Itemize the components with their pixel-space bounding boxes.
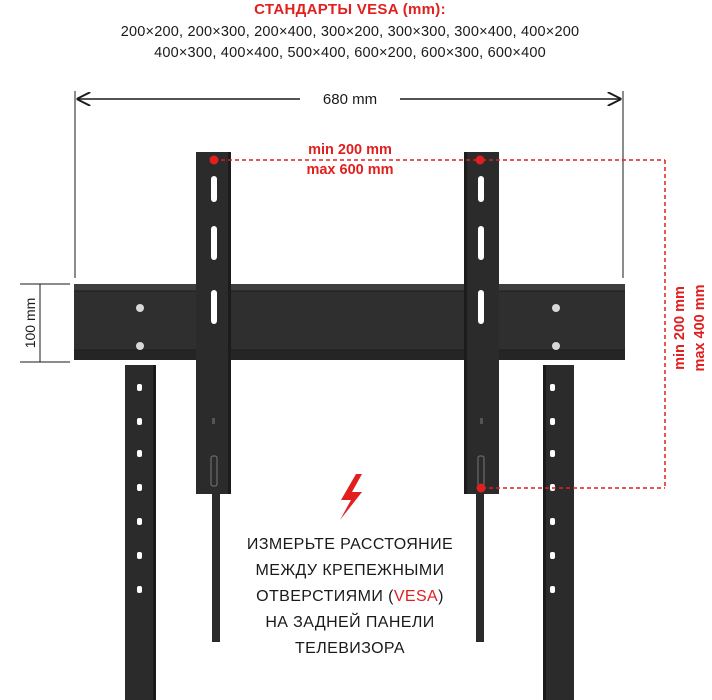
measure-instruction [225, 532, 475, 662]
right-vertical-bracket [464, 152, 499, 494]
vesa-standards-line-1: 200×200, 200×300, 200×400, 300×200, 300×300, 300×400, 400×200 [120, 24, 580, 40]
right-floor-post [543, 365, 574, 700]
instruction-line-3-suffix: ) [438, 588, 444, 605]
instruction-line-2: МЕЖДУ КРЕПЕЖНЫМИ [255, 562, 445, 579]
left-vertical-bracket [196, 152, 231, 494]
horizontal-max-label: max 600 mm [270, 162, 430, 178]
instruction-line-3 [225, 584, 475, 610]
horizontal-min-label: min 200 mm [270, 142, 430, 158]
wall-crossbar [74, 284, 625, 360]
height-dimension-label: 100 mm [22, 297, 38, 349]
vertical-max-label: max 400 mm [692, 284, 708, 372]
left-floor-post [125, 365, 156, 700]
right-safety-strap [476, 490, 484, 642]
width-dimension-label: 680 mm [300, 91, 400, 108]
vesa-standards-line-2: 400×300, 400×400, 500×400, 600×200, 600×300, 600×400 [154, 45, 546, 61]
instruction-line-5: ТЕЛЕВИЗОРА [295, 640, 405, 657]
vesa-standards-title: СТАНДАРТЫ VESA (mm): [254, 1, 446, 18]
instruction-line-3-prefix: ОТВЕРСТИЯМИ ( [256, 588, 394, 605]
instruction-line-1: ИЗМЕРЬТЕ РАССТОЯНИЕ [246, 536, 454, 553]
vertical-min-label: min 200 mm [672, 286, 688, 370]
instruction-vesa-highlight: VESA [393, 588, 439, 605]
instruction-line-4: НА ЗАДНЕЙ ПАНЕЛИ [265, 614, 435, 631]
lightning-bolt-icon [340, 474, 362, 520]
width-dimension-line [75, 91, 623, 278]
left-safety-strap [212, 490, 220, 642]
